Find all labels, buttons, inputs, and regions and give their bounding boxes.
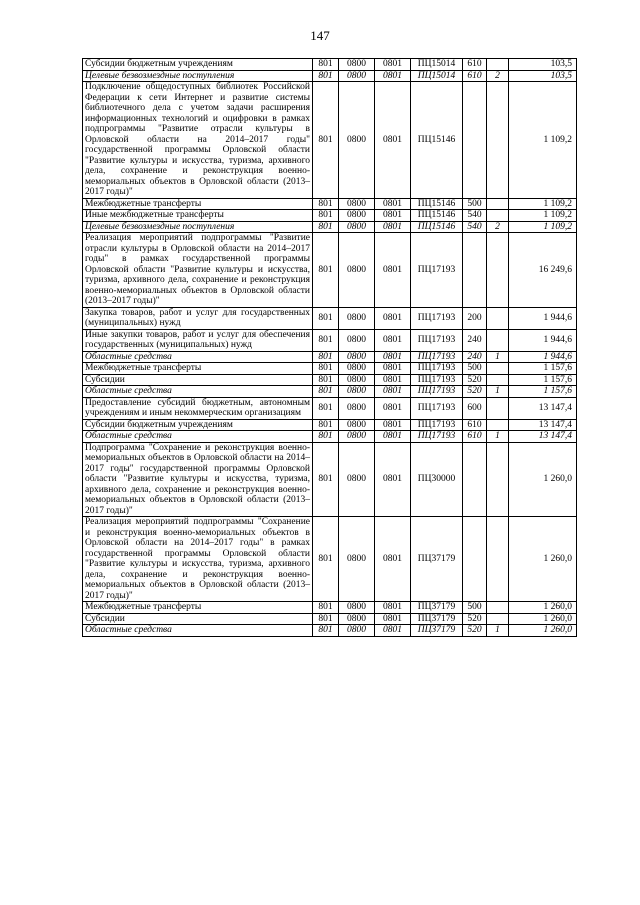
ministry-code-cell: 801 bbox=[313, 221, 339, 233]
subsection-code-cell: 0801 bbox=[375, 517, 411, 602]
section-code-cell: 0800 bbox=[339, 210, 375, 222]
budget-table bbox=[82, 58, 577, 637]
amount-cell: 103,5 bbox=[509, 59, 577, 71]
subsection-code-cell: 0801 bbox=[375, 419, 411, 431]
subsection-code-cell: 0801 bbox=[375, 233, 411, 308]
expense-type-cell bbox=[463, 517, 487, 602]
table-row bbox=[83, 363, 577, 375]
row-name-cell: Межбюджетные трансферты bbox=[83, 198, 313, 210]
funding-source-cell bbox=[487, 233, 509, 308]
row-name-cell: Целевые безвозмездные поступления bbox=[83, 70, 313, 82]
subsection-code-cell: 0801 bbox=[375, 351, 411, 363]
ministry-code-cell: 801 bbox=[313, 602, 339, 614]
table-row bbox=[83, 59, 577, 71]
ministry-code-cell: 801 bbox=[313, 613, 339, 625]
expense-type-cell bbox=[463, 233, 487, 308]
section-code-cell: 0800 bbox=[339, 374, 375, 386]
row-name-cell: Межбюджетные трансферты bbox=[83, 602, 313, 614]
expense-type-cell bbox=[463, 82, 487, 199]
expense-type-cell: 610 bbox=[463, 70, 487, 82]
row-name-cell: Субсидии бюджетным учреждениям bbox=[83, 419, 313, 431]
expense-type-cell bbox=[463, 442, 487, 517]
target-article-cell: ПЦ17193 bbox=[411, 233, 463, 308]
subsection-code-cell: 0801 bbox=[375, 59, 411, 71]
ministry-code-cell: 801 bbox=[313, 517, 339, 602]
ministry-code-cell: 801 bbox=[313, 198, 339, 210]
table-row bbox=[83, 210, 577, 222]
expense-type-cell: 610 bbox=[463, 431, 487, 443]
table-row bbox=[83, 374, 577, 386]
funding-source-cell bbox=[487, 442, 509, 517]
section-code-cell: 0800 bbox=[339, 431, 375, 443]
ministry-code-cell: 801 bbox=[313, 210, 339, 222]
amount-cell: 1 260,0 bbox=[509, 517, 577, 602]
funding-source-cell bbox=[487, 517, 509, 602]
funding-source-cell: 1 bbox=[487, 386, 509, 398]
ministry-code-cell: 801 bbox=[313, 419, 339, 431]
amount-cell: 1 109,2 bbox=[509, 221, 577, 233]
section-code-cell: 0800 bbox=[339, 442, 375, 517]
subsection-code-cell: 0801 bbox=[375, 70, 411, 82]
table-row bbox=[83, 386, 577, 398]
target-article-cell: ПЦ15146 bbox=[411, 198, 463, 210]
target-article-cell: ПЦ17193 bbox=[411, 307, 463, 329]
subsection-code-cell: 0801 bbox=[375, 625, 411, 637]
amount-cell: 13 147,4 bbox=[509, 431, 577, 443]
row-name-cell: Иные закупки товаров, работ и услуг для обеспечения государственных (муниципальных) нужд bbox=[83, 329, 313, 351]
ministry-code-cell: 801 bbox=[313, 59, 339, 71]
amount-cell: 1 944,6 bbox=[509, 351, 577, 363]
table-row bbox=[83, 442, 577, 517]
funding-source-cell bbox=[487, 210, 509, 222]
section-code-cell: 0800 bbox=[339, 625, 375, 637]
row-name-cell: Областные средства bbox=[83, 625, 313, 637]
target-article-cell: ПЦ17193 bbox=[411, 329, 463, 351]
row-name-cell: Субсидии bbox=[83, 613, 313, 625]
expense-type-cell: 610 bbox=[463, 59, 487, 71]
expense-type-cell: 610 bbox=[463, 419, 487, 431]
target-article-cell: ПЦ30000 bbox=[411, 442, 463, 517]
amount-cell: 1 260,0 bbox=[509, 613, 577, 625]
funding-source-cell: 1 bbox=[487, 351, 509, 363]
table-row bbox=[83, 613, 577, 625]
subsection-code-cell: 0801 bbox=[375, 431, 411, 443]
table-row bbox=[83, 517, 577, 602]
amount-cell: 103,5 bbox=[509, 70, 577, 82]
expense-type-cell: 540 bbox=[463, 210, 487, 222]
target-article-cell: ПЦ15146 bbox=[411, 82, 463, 199]
section-code-cell: 0800 bbox=[339, 307, 375, 329]
ministry-code-cell: 801 bbox=[313, 329, 339, 351]
target-article-cell: ПЦ17193 bbox=[411, 419, 463, 431]
funding-source-cell bbox=[487, 198, 509, 210]
amount-cell: 1 109,2 bbox=[509, 82, 577, 199]
target-article-cell: ПЦ15146 bbox=[411, 210, 463, 222]
ministry-code-cell: 801 bbox=[313, 70, 339, 82]
row-name-cell: Целевые безвозмездные поступления bbox=[83, 221, 313, 233]
amount-cell: 1 157,6 bbox=[509, 374, 577, 386]
ministry-code-cell: 801 bbox=[313, 82, 339, 199]
amount-cell: 1 260,0 bbox=[509, 442, 577, 517]
funding-source-cell bbox=[487, 59, 509, 71]
amount-cell: 16 249,6 bbox=[509, 233, 577, 308]
row-name-cell: Областные средства bbox=[83, 351, 313, 363]
section-code-cell: 0800 bbox=[339, 386, 375, 398]
table-row bbox=[83, 329, 577, 351]
table-body bbox=[83, 59, 577, 637]
table-row bbox=[83, 198, 577, 210]
subsection-code-cell: 0801 bbox=[375, 386, 411, 398]
row-name-cell: Реализация мероприятий подпрограммы "Сохранение и реконструкция военно-мемориальных объектов в Орловской области на 2014–2017 годы" в рамках государственной программы Орловской области "Развитие культуры и искусства, туризма, архивного дела, сохранение и реконструкция военно-мемориальных объектов в Орловской области (2013–2017 годы)" bbox=[83, 517, 313, 602]
target-article-cell: ПЦ37179 bbox=[411, 517, 463, 602]
row-name-cell: Закупка товаров, работ и услуг для государственных (муниципальных) нужд bbox=[83, 307, 313, 329]
subsection-code-cell: 0801 bbox=[375, 374, 411, 386]
row-name-cell: Субсидии bbox=[83, 374, 313, 386]
section-code-cell: 0800 bbox=[339, 233, 375, 308]
row-name-cell: Реализация мероприятий подпрограммы "Развитие отрасли культуры в Орловской области на 2014–2017 годы" в рамках государственной программы Орловской области "Развитие культуры и искусства, туризма, архивного дела, сохранение и реконструкция военно-мемориальных объектов в Орловской области (2013–2017 годы)" bbox=[83, 233, 313, 308]
ministry-code-cell: 801 bbox=[313, 625, 339, 637]
row-name-cell: Иные межбюджетные трансферты bbox=[83, 210, 313, 222]
expense-type-cell: 500 bbox=[463, 363, 487, 375]
funding-source-cell bbox=[487, 613, 509, 625]
ministry-code-cell: 801 bbox=[313, 431, 339, 443]
subsection-code-cell: 0801 bbox=[375, 602, 411, 614]
funding-source-cell: 2 bbox=[487, 70, 509, 82]
section-code-cell: 0800 bbox=[339, 613, 375, 625]
expense-type-cell: 500 bbox=[463, 602, 487, 614]
amount-cell: 1 109,2 bbox=[509, 198, 577, 210]
section-code-cell: 0800 bbox=[339, 82, 375, 199]
funding-source-cell: 1 bbox=[487, 625, 509, 637]
page-number: 147 bbox=[310, 28, 330, 43]
amount-cell: 13 147,4 bbox=[509, 397, 577, 419]
target-article-cell: ПЦ37179 bbox=[411, 613, 463, 625]
target-article-cell: ПЦ17193 bbox=[411, 386, 463, 398]
target-article-cell: ПЦ15146 bbox=[411, 221, 463, 233]
row-name-cell: Субсидии бюджетным учреждениям bbox=[83, 59, 313, 71]
expense-type-cell: 600 bbox=[463, 397, 487, 419]
target-article-cell: ПЦ17193 bbox=[411, 397, 463, 419]
target-article-cell: ПЦ17193 bbox=[411, 374, 463, 386]
row-name-cell: Предоставление субсидий бюджетным, автономным учреждениям и иным некоммерческим организациям bbox=[83, 397, 313, 419]
ministry-code-cell: 801 bbox=[313, 442, 339, 517]
funding-source-cell bbox=[487, 374, 509, 386]
target-article-cell: ПЦ17193 bbox=[411, 363, 463, 375]
section-code-cell: 0800 bbox=[339, 351, 375, 363]
expense-type-cell: 520 bbox=[463, 386, 487, 398]
amount-cell: 1 944,6 bbox=[509, 329, 577, 351]
funding-source-cell bbox=[487, 329, 509, 351]
amount-cell: 13 147,4 bbox=[509, 419, 577, 431]
ministry-code-cell: 801 bbox=[313, 307, 339, 329]
table-row bbox=[83, 625, 577, 637]
funding-source-cell bbox=[487, 363, 509, 375]
table-row bbox=[83, 221, 577, 233]
section-code-cell: 0800 bbox=[339, 198, 375, 210]
expense-type-cell: 520 bbox=[463, 625, 487, 637]
table-row bbox=[83, 70, 577, 82]
funding-source-cell: 2 bbox=[487, 221, 509, 233]
funding-source-cell: 1 bbox=[487, 431, 509, 443]
subsection-code-cell: 0801 bbox=[375, 221, 411, 233]
subsection-code-cell: 0801 bbox=[375, 329, 411, 351]
funding-source-cell bbox=[487, 419, 509, 431]
expense-type-cell: 200 bbox=[463, 307, 487, 329]
ministry-code-cell: 801 bbox=[313, 233, 339, 308]
subsection-code-cell: 0801 bbox=[375, 198, 411, 210]
amount-cell: 1 944,6 bbox=[509, 307, 577, 329]
section-code-cell: 0800 bbox=[339, 329, 375, 351]
section-code-cell: 0800 bbox=[339, 397, 375, 419]
expense-type-cell: 240 bbox=[463, 329, 487, 351]
table-row bbox=[83, 602, 577, 614]
amount-cell: 1 157,6 bbox=[509, 363, 577, 375]
section-code-cell: 0800 bbox=[339, 70, 375, 82]
subsection-code-cell: 0801 bbox=[375, 82, 411, 199]
expense-type-cell: 520 bbox=[463, 613, 487, 625]
expense-type-cell: 240 bbox=[463, 351, 487, 363]
table-row bbox=[83, 307, 577, 329]
amount-cell: 1 260,0 bbox=[509, 625, 577, 637]
row-name-cell: Областные средства bbox=[83, 386, 313, 398]
expense-type-cell: 540 bbox=[463, 221, 487, 233]
subsection-code-cell: 0801 bbox=[375, 363, 411, 375]
subsection-code-cell: 0801 bbox=[375, 397, 411, 419]
subsection-code-cell: 0801 bbox=[375, 613, 411, 625]
table-row bbox=[83, 419, 577, 431]
table-row bbox=[83, 82, 577, 199]
funding-source-cell bbox=[487, 602, 509, 614]
row-name-cell: Межбюджетные трансферты bbox=[83, 363, 313, 375]
ministry-code-cell: 801 bbox=[313, 386, 339, 398]
section-code-cell: 0800 bbox=[339, 59, 375, 71]
expense-type-cell: 500 bbox=[463, 198, 487, 210]
subsection-code-cell: 0801 bbox=[375, 210, 411, 222]
funding-source-cell bbox=[487, 307, 509, 329]
amount-cell: 1 157,6 bbox=[509, 386, 577, 398]
table-row bbox=[83, 397, 577, 419]
ministry-code-cell: 801 bbox=[313, 397, 339, 419]
ministry-code-cell: 801 bbox=[313, 351, 339, 363]
amount-cell: 1 260,0 bbox=[509, 602, 577, 614]
section-code-cell: 0800 bbox=[339, 602, 375, 614]
row-name-cell: Подпрограмма "Сохранение и реконструкция военно-мемориальных объектов в Орловской области на 2014–2017 годы" государственной программы Орловской области "Развитие культуры и искусства, туризма, архивного дела, сохранение и реконструкция военно-мемориальных объектов в Орловской области (2013–2017 годы)" bbox=[83, 442, 313, 517]
target-article-cell: ПЦ15014 bbox=[411, 59, 463, 71]
target-article-cell: ПЦ17193 bbox=[411, 351, 463, 363]
table-row bbox=[83, 351, 577, 363]
funding-source-cell bbox=[487, 397, 509, 419]
section-code-cell: 0800 bbox=[339, 419, 375, 431]
funding-source-cell bbox=[487, 82, 509, 199]
ministry-code-cell: 801 bbox=[313, 374, 339, 386]
target-article-cell: ПЦ37179 bbox=[411, 625, 463, 637]
ministry-code-cell: 801 bbox=[313, 363, 339, 375]
expense-type-cell: 520 bbox=[463, 374, 487, 386]
target-article-cell: ПЦ15014 bbox=[411, 70, 463, 82]
subsection-code-cell: 0801 bbox=[375, 307, 411, 329]
target-article-cell: ПЦ17193 bbox=[411, 431, 463, 443]
section-code-cell: 0800 bbox=[339, 363, 375, 375]
table-row bbox=[83, 233, 577, 308]
amount-cell: 1 109,2 bbox=[509, 210, 577, 222]
target-article-cell: ПЦ37179 bbox=[411, 602, 463, 614]
section-code-cell: 0800 bbox=[339, 221, 375, 233]
row-name-cell: Подключение общедоступных библиотек Российской Федерации к сети Интернет и развитие системы библиотечного дела с учетом задачи расширения информационных технологий и оцифровки в рамках подпрограммы "Развитие отрасли культуры в Орловской области на 2014–2017 годы" государственной программы Орловской области "Развитие культуры и искусства, туризма, архивного дела, сохранение и реконструкция военно-мемориальных объектов в Орловской области (2013–2017 годы)" bbox=[83, 82, 313, 199]
row-name-cell: Областные средства bbox=[83, 431, 313, 443]
subsection-code-cell: 0801 bbox=[375, 442, 411, 517]
section-code-cell: 0800 bbox=[339, 517, 375, 602]
table-row bbox=[83, 431, 577, 443]
